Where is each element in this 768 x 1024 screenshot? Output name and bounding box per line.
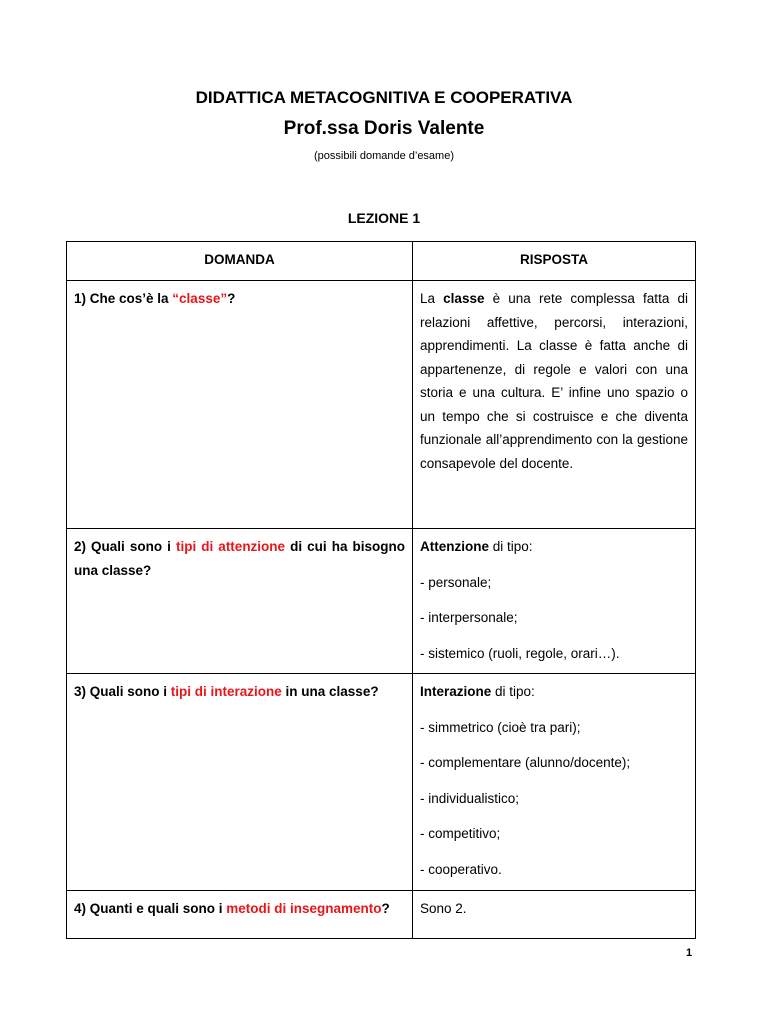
page-number: 1 [686, 947, 693, 959]
table-header-row [67, 242, 696, 281]
list-item: - personale; [420, 574, 492, 590]
answer-text-start: La [420, 291, 444, 306]
question-keyword: tipi di attenzione [175, 539, 286, 554]
question-text-end: ? [227, 291, 236, 306]
answer-text: Sono 2. [420, 901, 467, 916]
answer-intro-text: di tipo: [489, 539, 533, 554]
question-cell [67, 891, 413, 939]
list-item: - individualistico; [420, 790, 520, 806]
answer-cell [413, 891, 696, 939]
question-keyword: tipi di interazione [170, 684, 282, 699]
list-item: - simmetrico (cioè tra pari); [420, 719, 581, 735]
question-text-end: di cui ha bisogno una classe? [74, 539, 406, 578]
list-item: - cooperativo. [420, 861, 502, 877]
question-text: 3) Quali sono i [74, 684, 171, 699]
list-item: - complementare (alunno/docente); [420, 755, 631, 770]
table-row [67, 674, 696, 891]
question-cell [67, 281, 413, 529]
answer-keyword: Interazione [420, 684, 492, 699]
answer-intro [420, 680, 688, 704]
question-cell [67, 529, 413, 674]
question-keyword: “classe” [172, 291, 228, 306]
list-item: - sistemico (ruoli, regole, orari…). [420, 645, 620, 661]
question-cell [67, 674, 413, 891]
answer-intro [420, 535, 688, 559]
document-title: DIDATTICA METACOGNITIVA E COOPERATIVA [195, 88, 573, 107]
answer-cell [413, 281, 696, 529]
qa-table [66, 241, 696, 939]
column-header-risposta: RISPOSTA [413, 242, 696, 281]
question-text: 1) Che cos’è la [74, 291, 173, 306]
question-text: 2) Quali sono i [74, 539, 176, 554]
question-text-end: in una classe? [281, 684, 379, 699]
lesson-heading: LEZIONE 1 [347, 210, 421, 226]
table-row [67, 281, 696, 529]
table-row [67, 891, 696, 939]
answer-intro-text: di tipo: [491, 684, 535, 699]
question-text: 4) Quanti e quali sono i [74, 901, 227, 916]
table-row [67, 529, 696, 674]
document-subtitle: (possibili domande d’esame) [313, 150, 454, 162]
answer-keyword: Attenzione [420, 539, 489, 554]
list-item: - competitivo; [420, 826, 501, 841]
answer-cell [413, 529, 696, 674]
document-author: Prof.ssa Doris Valente [283, 118, 485, 139]
answer-cell [413, 674, 696, 891]
answer-text: è una rete complessa fatta di relazioni affettive, percorsi, interazioni, apprendimenti. La classe è fatta anche di appartenenze, di regole e valori con una storia e una cultura. E’ infine uno spazio o un tempo che si costruisce e che diventa funzionale all’apprendimento con la gestione consapevole del docente. [420, 291, 688, 471]
question-text-end: ? [381, 901, 390, 916]
column-header-domanda: DOMANDA [67, 242, 413, 281]
list-item: - interpersonale; [420, 610, 518, 625]
question-keyword: metodi di insegnamento [226, 901, 382, 916]
answer-keyword: classe [443, 291, 485, 306]
